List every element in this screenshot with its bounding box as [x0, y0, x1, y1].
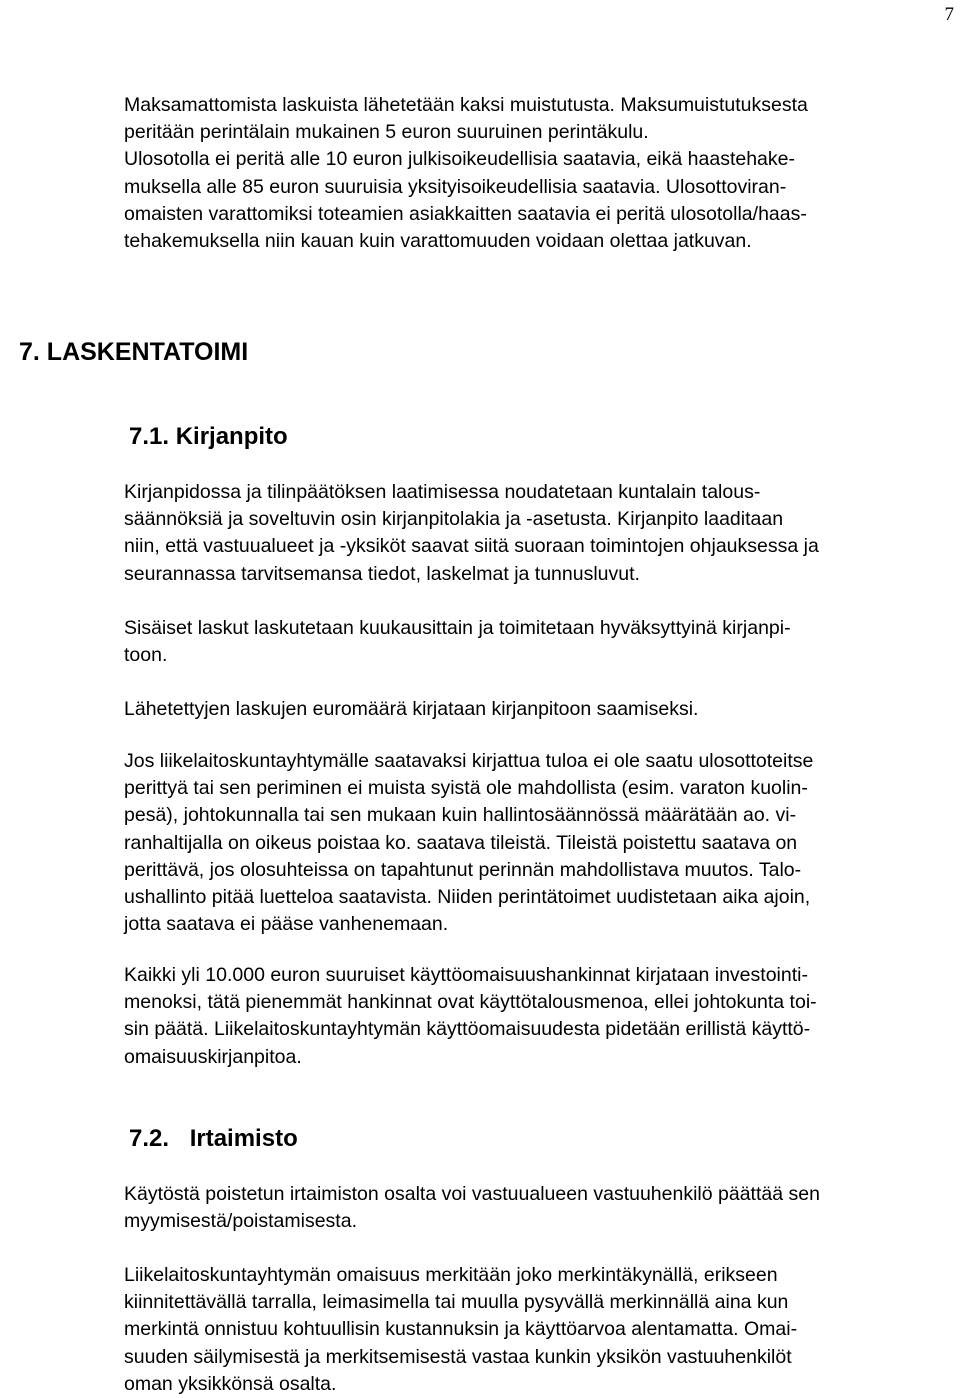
text-line: ranhaltijalla on oikeus poistaa ko. saatava tileistä. Tileistä poistettu saatava on — [124, 831, 798, 854]
text-line: omaisten varattomiksi toteamien asiakkaitten saatavia ei peritä ulosotolla/haas- — [124, 202, 807, 225]
text-line: myymisestä/poistamisesta. — [124, 1210, 357, 1233]
text-line: niin, että vastuualueet ja -yksiköt saavat siitä suoraan toimintojen ohjauksessa ja — [124, 535, 819, 558]
intro-paragraph — [124, 92, 960, 255]
text-line: Sisäiset laskut laskutetaan kuukausittain ja toimitetaan hyväksyttyinä kirjanpi- — [124, 617, 791, 639]
paragraph-kirjanpito-4 — [124, 748, 960, 938]
text-line: kiinnitettävällä tarralla, leimasimella tai muulla pysyvällä merkinnällä aina kun — [124, 1291, 789, 1314]
text-line: omaisuuskirjanpitoa. — [124, 1045, 302, 1068]
text-line: menoksi, tätä pienemmät hankinnat ovat käyttötalousmenoa, ellei johtokunta toi- — [124, 991, 817, 1014]
subsection-heading-kirjanpito — [129, 422, 288, 452]
text-line: ushallinto pitää luetteloa saatavista. Niiden perintätoimet uudistetaan aika ajoin, — [124, 886, 811, 909]
section-heading-laskentatoimi: 7. LASKENTATOIMI — [19, 338, 249, 366]
text-line: sin päätä. Liikelaitoskuntayhtymän käyttöomaisuudesta pidetään erillistä käyttö- — [124, 1018, 811, 1041]
text-line: peritään perintälain mukainen 5 euron suuruinen perintäkulu. — [124, 121, 649, 144]
text-line: säännöksiä ja soveltuvin osin kirjanpitolakia ja -asetusta. Kirjanpito laaditaan — [124, 508, 784, 531]
text-line: Kirjanpidossa ja tilinpäätöksen laatimisessa noudatetaan kuntalain talous- — [124, 481, 761, 503]
subsection-number: 7.2. — [129, 1125, 170, 1152]
paragraph-irtaimisto-1 — [124, 1181, 960, 1235]
paragraph-kirjanpito-1 — [124, 479, 960, 588]
text-line: Liikelaitoskuntayhtymän omaisuus merkitään joko merkintäkynällä, erikseen — [124, 1264, 778, 1286]
text-line: toon. — [124, 644, 168, 667]
text-line: Käytöstä poistetun irtaimiston osalta voi vastuualueen vastuuhenkilö päättää sen — [124, 1183, 820, 1205]
text-line: Jos liikelaitoskuntayhtymälle saatavaksi kirjattua tuloa ei ole saatu ulosottoteitse — [124, 750, 814, 772]
page-number: 7 — [944, 4, 954, 25]
text-line: jotta saatava ei pääse vanhenemaan. — [124, 913, 449, 936]
subsection-title: Kirjanpito — [175, 423, 288, 450]
text-line: tehakemuksella niin kauan kuin varattomuuden voidaan olettaa jatkuvan. — [124, 230, 752, 253]
text-line: pesä), johtokunnalla tai sen mukaan kuin hallintosäännössä määrätään ao. vi- — [124, 804, 797, 827]
text-line: muksella alle 85 euron suuruisia yksityisoikeudellisia saatavia. Ulosottoviran- — [124, 175, 787, 198]
subsection-number: 7.1. — [129, 423, 170, 450]
text-line: suuden säilymisestä ja merkitsemisestä vastaa kunkin yksikön vastuuhenkilöt — [124, 1345, 792, 1368]
text-line: merkintä onnistuu kohtuullisin kustannuksin ja käyttöarvoa alentamatta. Omai- — [124, 1318, 798, 1341]
text-line: oman yksikkönsä osalta. — [124, 1372, 337, 1395]
text-line: perittyä tai sen periminen ei muista syistä ole mahdollista (esim. varaton kuolin- — [124, 777, 808, 800]
paragraph-irtaimisto-2 — [124, 1262, 960, 1398]
paragraph-kirjanpito-3 — [124, 696, 960, 723]
text-line: Maksamattomista laskuista lähetetään kaksi muistutusta. Maksumuistutuksesta — [124, 94, 808, 116]
subsection-title: Irtaimisto — [189, 1125, 298, 1152]
text-line: seurannassa tarvitsemansa tiedot, laskelmat ja tunnusluvut. — [124, 562, 640, 585]
subsection-heading-irtaimisto — [129, 1124, 298, 1154]
text-line: Kaikki yli 10.000 euron suuruiset käyttöomaisuushankinnat kirjataan investointi- — [124, 964, 808, 986]
paragraph-kirjanpito-2 — [124, 615, 960, 669]
paragraph-kirjanpito-5 — [124, 962, 960, 1071]
text-line: Lähetettyjen laskujen euromäärä kirjataan kirjanpitoon saamiseksi. — [124, 698, 699, 720]
text-line: perittävä, jos olosuhteissa on tapahtunut perinnän mahdollistava muutos. Talo- — [124, 858, 802, 881]
text-line: Ulosotolla ei peritä alle 10 euron julkisoikeudellisia saatavia, eikä haastehake- — [124, 148, 795, 171]
